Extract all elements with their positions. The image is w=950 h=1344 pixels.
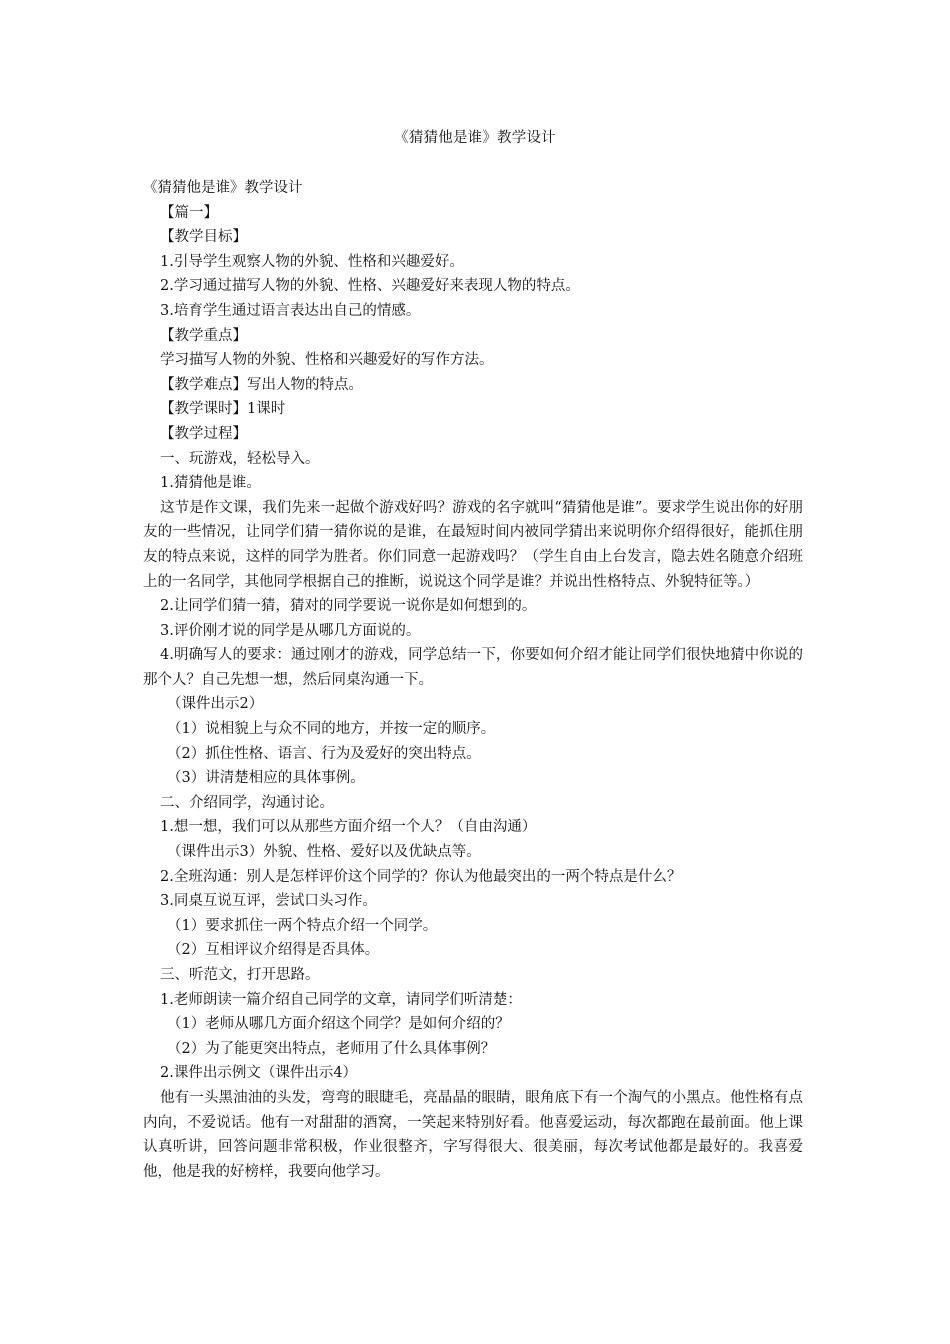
step-item: 4.明确写人的要求：通过刚才的游戏，同学总结一下，你要如何介绍才能让同学们很快地猜中你说的那个人？自己先想一想，然后同桌沟通一下。 [143,647,803,688]
heading-repeat: 《猜猜他是谁》教学设计 [143,180,303,196]
step-heading: 二、介绍同学，沟通讨论。 [160,794,334,811]
list-item: （3）讲清楚相应的具体事例。 [167,770,365,787]
step-heading: 三、听范文，打开思路。 [160,967,320,983]
section-label-part-one: 【篇一】 [160,204,218,221]
step-item: 2.让同学们猜一猜，猜对的同学要说一说你是如何想到的。 [160,598,537,615]
section-label-objectives: 【教学目标】 [160,229,247,246]
step-heading: 一、玩游戏，轻松导入。 [160,450,320,467]
step-item: 2.课件出示例文（课件出示4） [160,1065,358,1082]
courseware-note: （课件出示2） [167,696,264,713]
step-item: 3.同桌互说互评，尝试口头习作。 [160,893,377,910]
list-item: （1）要求抓住一两个特点介绍一个同学。 [167,917,438,934]
list-item: （1）说相貌上与众不同的地方，并按一定的顺序。 [167,721,496,738]
class-hours-line: 【教学课时】1课时 [160,401,286,418]
section-label-process: 【教学过程】 [160,425,247,442]
step-item: 2.全班沟通：别人是怎样评价这个同学的？你认为他最突出的一两个特点是什么？ [160,868,682,885]
list-item: （2）为了能更突出特点，老师用了什么具体事例？ [167,1040,496,1057]
objective-item: 3.培育学生通过语言表达出自己的情感。 [160,302,421,319]
section-label-key-points: 【教学重点】 [160,327,247,344]
list-item: （2）互相评议介绍得是否具体。 [167,942,380,959]
page-title: 《猜猜他是谁》教学设计 [394,130,556,146]
key-point-text: 学习描写人物的外貌、性格和兴趣爱好的写作方法。 [160,352,494,369]
example-essay: 他有一头黑油油的头发，弯弯的眼睫毛，亮晶晶的眼睛，眼角底下有一个淘气的小黑点。他性格有点内向，不爱说话。他有一对甜甜的酒窝，一笑起来特别好看。他喜爱运动，每次都跑在最前面。他上课认真听讲，回答问题非常积极，作业很整齐，字写得很大、很美丽，每次考试他都是最好的。我喜爱他，他是我的好榜样，我要向他学习。 [143,1089,803,1180]
courseware-note: （课件出示3）外貌、性格、爱好以及优缺点等。 [167,844,481,861]
step-item: 3.评价刚才说的同学是从哪几方面说的。 [160,622,421,639]
objective-item: 1.引导学生观察人物的外貌、性格和兴趣爱好。 [160,253,464,270]
step-item: 1.猜猜他是谁。 [160,475,261,492]
body-paragraph: 这节是作文课，我们先来一起做个游戏好吗？游戏的名字就叫“猜猜他是谁”。要求学生说出你的好朋友的一些情况，让同学们猜一猜你说的是谁，在最短时间内被同学猜出来说明你介绍得很好，能抓住朋友的特点来说，这样的同学为胜者。你们同意一起游戏吗？（学生自由上台发言，隐去姓名随意介绍班上的一名同学，其他同学根据自己的推断，说说这个同学是谁？并说出性格特点、外貌特征等。） [143,499,803,590]
step-item: 1.老师朗读一篇介绍自己同学的文章，请同学们听清楚： [160,991,522,1008]
objective-item: 2.学习通过描写人物的外貌、性格、兴趣爱好来表现人物的特点。 [160,278,580,295]
step-item: 1.想一想，我们可以从那些方面介绍一个人？（自由沟通） [160,819,537,836]
difficulty-line: 【教学难点】写出人物的特点。 [160,376,363,393]
document-body [143,176,803,1184]
list-item: （2）抓住性格、语言、行为及爱好的突出特点。 [167,745,481,762]
list-item: （1）老师从哪几方面介绍这个同学？是如何介绍的？ [167,1016,510,1033]
